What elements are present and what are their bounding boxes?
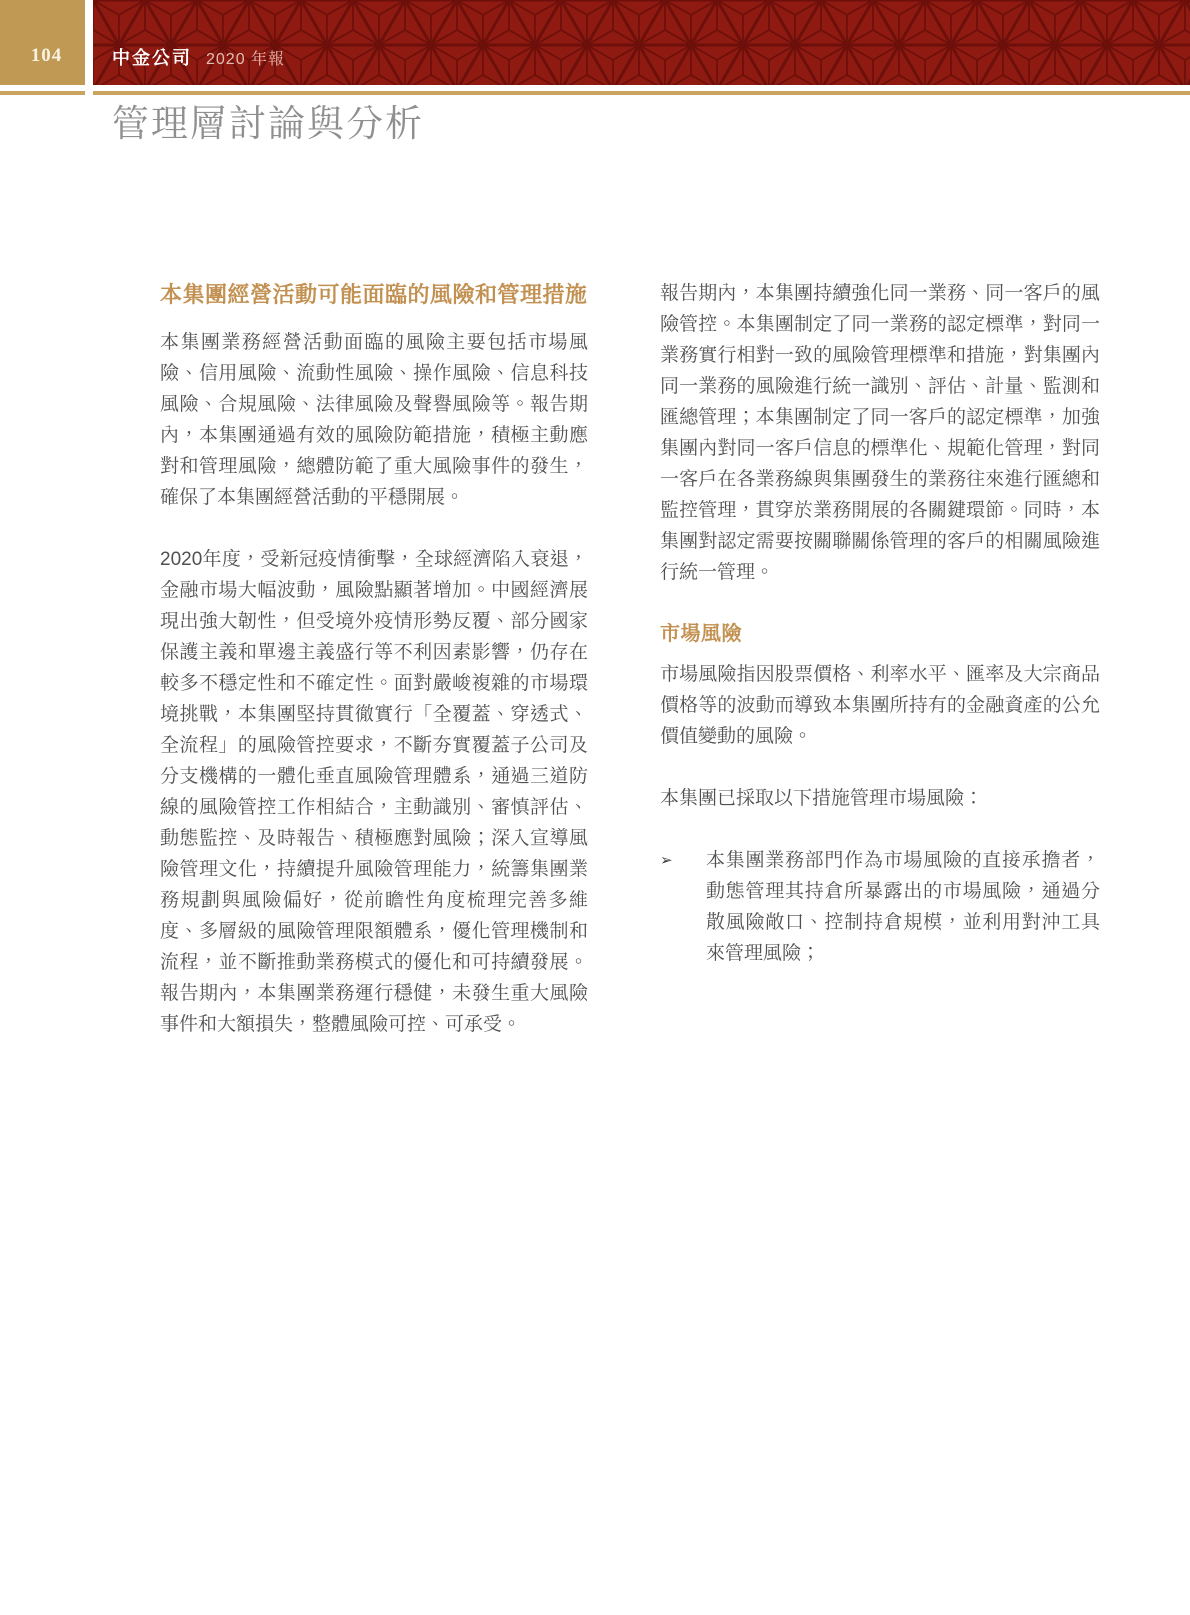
asanoha-pattern-decoration: [93, 0, 1190, 85]
market-risk-definition-paragraph: 市場風險指因股票價格、利率水平、匯率及大宗商品價格等的波動而導致本集團所持有的金融資產的公允價值變動的風險。: [660, 664, 1100, 747]
gold-rule-right: [93, 91, 1190, 95]
market-risk-heading: 市場風險: [660, 623, 742, 645]
brand-lockup: [112, 44, 285, 70]
arrowhead-bullet-icon: ➢: [660, 852, 673, 869]
right-column: [660, 278, 1100, 969]
market-risk-bullet-text: 本集團業務部門作為市場風險的直接承擔者，動態管理其持倉所暴露出的市場風險，通過分散風險敞口、控制持倉規模，並利用對沖工具來管理風險；: [706, 850, 1100, 964]
left-column: [160, 278, 588, 1040]
risk-overview-paragraph: 本集團業務經營活動面臨的風險主要包括市場風險、信用風險、流動性風險、操作風險、信息科技風險、合規風險、法律風險及聲譽風險等。報告期內，本集團通過有效的風險防範措施，積極主動應對和管理風險，總體防範了重大風險事件的發生，確保了本集團經營活動的平穩開展。: [160, 332, 588, 508]
unified-business-client-paragraph: 報告期內，本集團持續強化同一業務、同一客戶的風險管控。本集團制定了同一業務的認定標準，對同一業務實行相對一致的風險管理標準和措施，對集團內同一業務的風險進行統一識別、評估、計量、監測和匯總管理；本集團制定了同一客戶的認定標準，加強集團內對同一客戶信息的標準化、規範化管理，對同一客戶在各業務線與集團發生的業務往來進行匯總和監控管理，貫穿於業務開展的各關鍵環節。同時，本集團對認定需要按關聯關係管理的客戶的相關風險進行統一管理。: [660, 283, 1100, 583]
company-name: 中金公司: [112, 48, 192, 68]
page-number: 104: [30, 45, 63, 66]
market-risk-bullet-item: [660, 845, 1100, 969]
page-title: 管理層討論與分析: [112, 104, 424, 145]
risk-management-section-heading: 本集團經營活動可能面臨的風險和管理措施: [160, 282, 588, 307]
page-number-block: [0, 0, 85, 85]
market-risk-measures-lead-paragraph: 本集團已採取以下措施管理市場風險：: [660, 788, 984, 809]
risk-2020-paragraph: 2020年度，受新冠疫情衝擊，全球經濟陷入衰退，金融市場大幅波動，風險點顯著增加。中國經濟展現出強大韌性，但受境外疫情形勢反覆、部分國家保護主義和單邊主義盛行等不利因素影響，仍存在較多不穩定性和不確定性。面對嚴峻複雜的市場環境挑戰，本集團堅持貫徹實行「全覆蓋、穿透式、全流程」的風險管控要求，不斷夯實覆蓋子公司及分支機構的一體化垂直風險管理體系，通過三道防線的風險管控工作相結合，主動識別、審慎評估、動態監控、及時報告、積極應對風險；深入宣導風險管理文化，持續提升風險管理能力，統籌集團業務規劃與風險偏好，從前瞻性角度梳理完善多維度、多層級的風險管理限額體系，優化管理機制和流程，並不斷推動業務模式的優化和可持續發展。報告期內，本集團業務運行穩健，未發生重大風險事件和大額損失，整體風險可控、可承受。: [160, 549, 588, 1035]
report-year-label: 2020 年報: [206, 51, 286, 68]
header-band: [93, 0, 1190, 85]
gold-rule-left: [0, 91, 85, 95]
